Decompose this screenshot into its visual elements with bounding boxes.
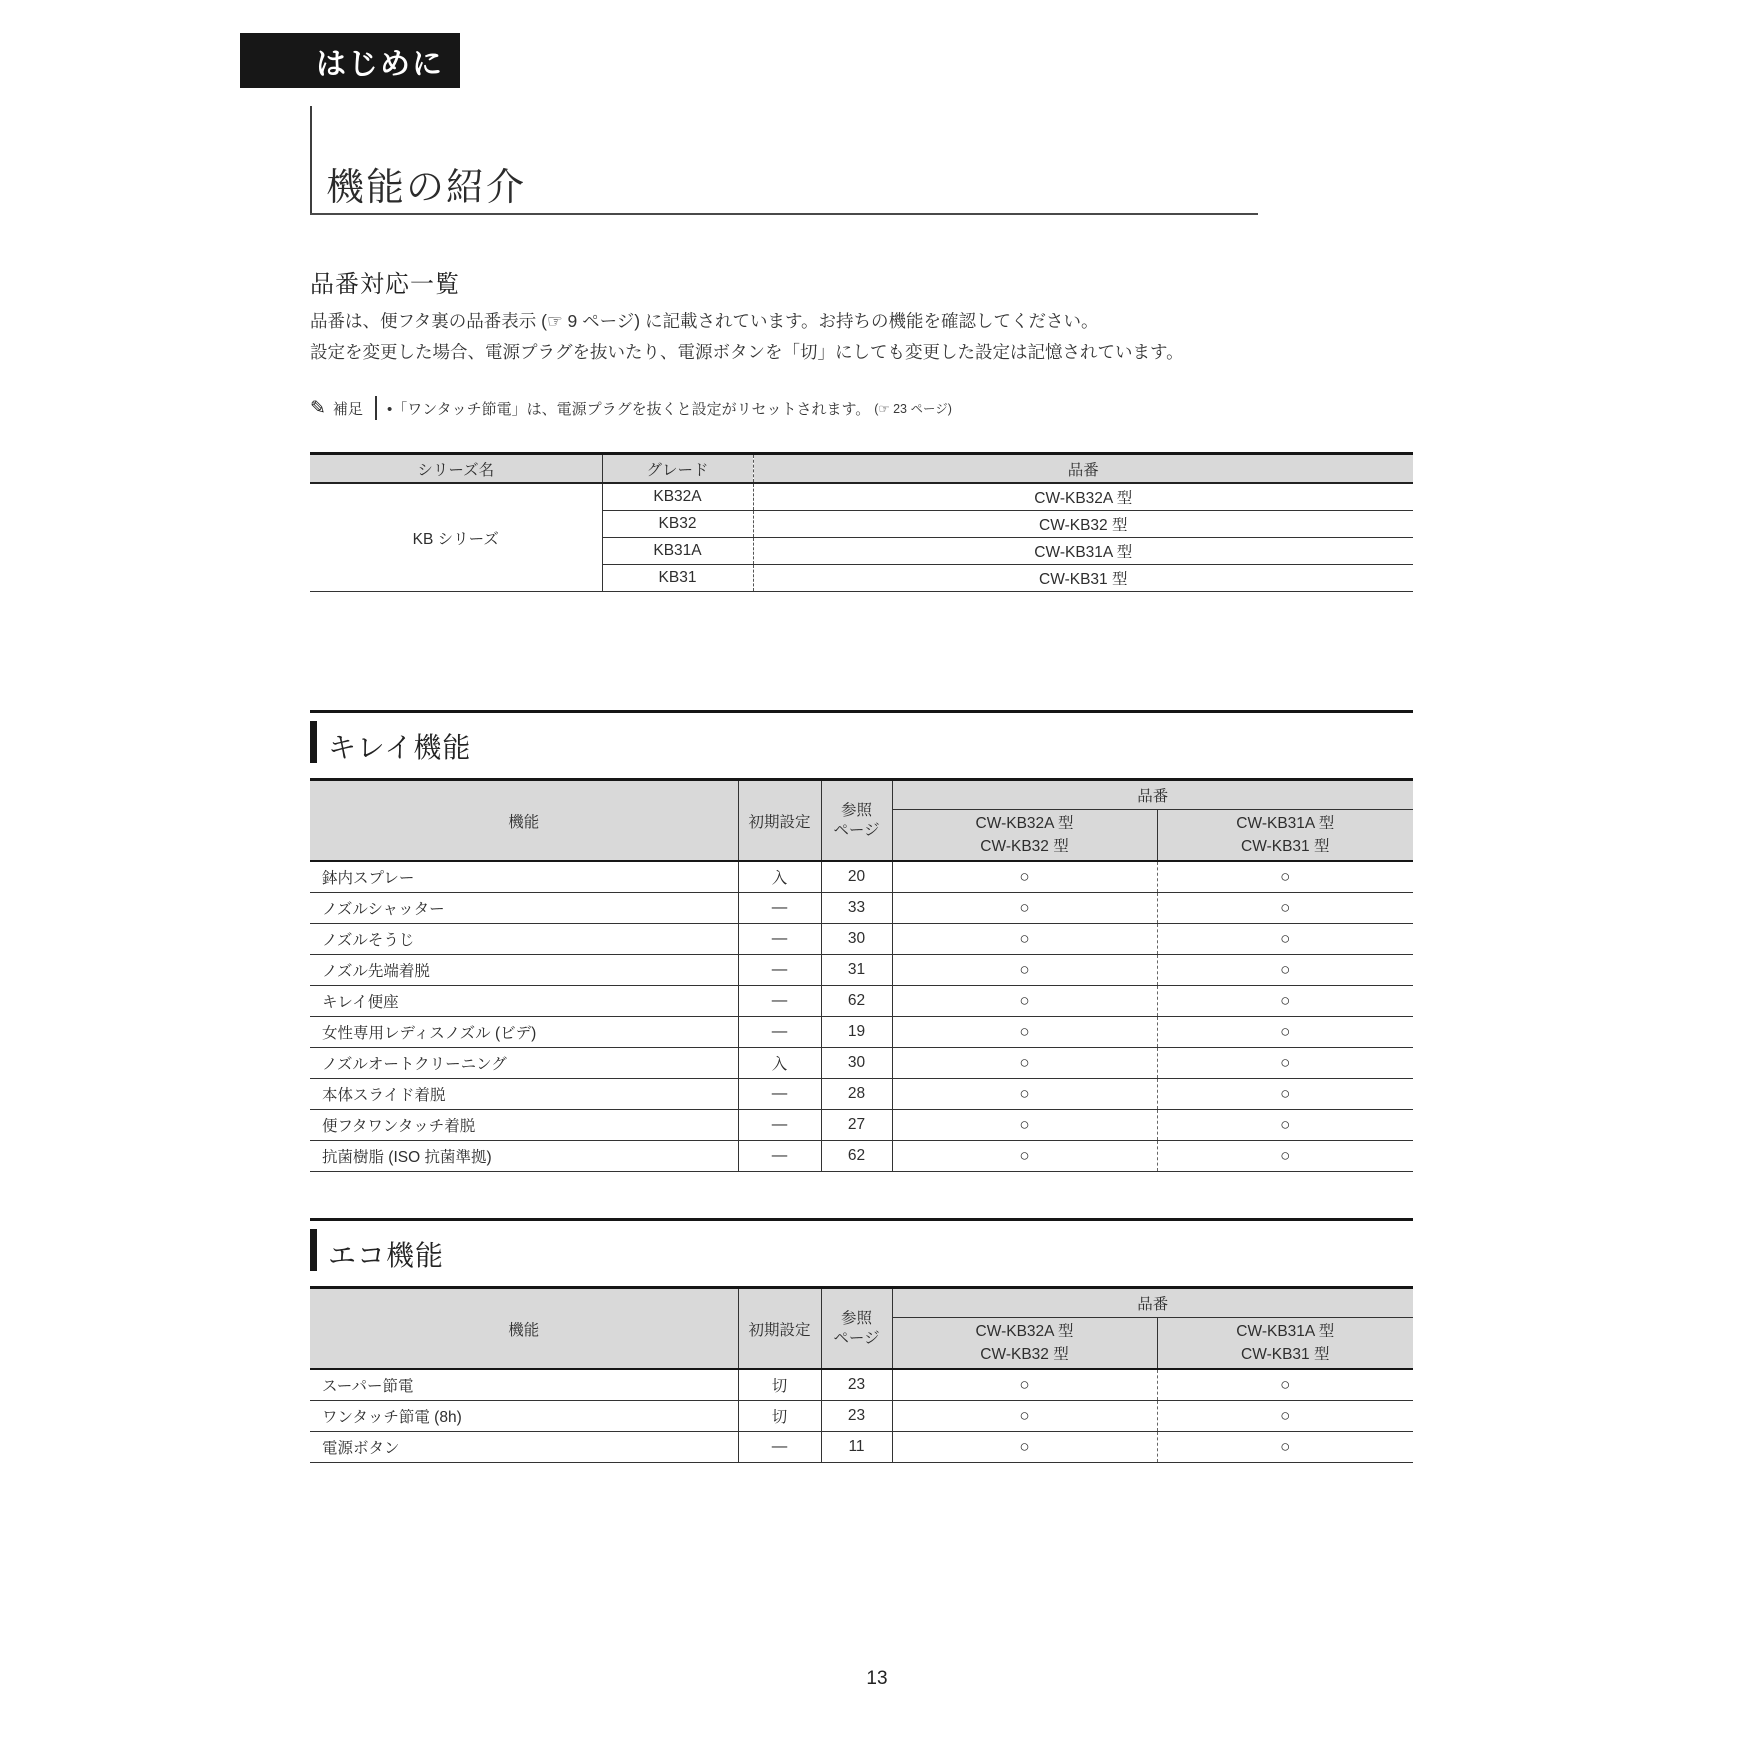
model-cell: CW-KB31A 型 — [753, 538, 1413, 565]
note-separator — [375, 396, 377, 420]
default-cell: — — [738, 1079, 821, 1110]
circle-mark: ○ — [1157, 1432, 1413, 1463]
circle-mark: ○ — [1157, 1110, 1413, 1141]
feature-cell: 女性専用レディスノズル (ビデ) — [310, 1017, 738, 1048]
page-title: 機能の紹介 — [326, 167, 527, 209]
default-cell: 入 — [738, 1048, 821, 1079]
page-cell: 27 — [821, 1110, 892, 1141]
default-cell: — — [738, 1432, 821, 1463]
circle-mark: ○ — [1157, 986, 1413, 1017]
body-paragraph — [310, 306, 1184, 368]
table-row — [310, 986, 1413, 1017]
body-line-1: 品番は、便フタ裏の品番表示 (☞ 9 ページ) に記載されています。お持ちの機能を確認してください。 — [310, 311, 1099, 331]
circle-mark: ○ — [892, 1432, 1157, 1463]
eco-section-bar — [310, 1229, 317, 1271]
table-row — [310, 1401, 1413, 1432]
table-row — [310, 1432, 1413, 1463]
note-text: •「ワンタッチ節電」は、電源プラグを抜くと設定がリセットされます。 — [386, 400, 871, 418]
circle-mark: ○ — [892, 1401, 1157, 1432]
feature-cell: ノズル先端着脱 — [310, 955, 738, 986]
circle-mark: ○ — [1157, 1141, 1413, 1172]
default-cell: 切 — [738, 1401, 821, 1432]
col-header-function: 機能 — [310, 780, 738, 862]
page-cell: 23 — [821, 1369, 892, 1401]
title-underline-rule — [310, 213, 1258, 215]
page-cell: 33 — [821, 893, 892, 924]
eco-feature-table — [310, 1286, 1413, 1463]
feature-cell: 鉢内スプレー — [310, 861, 738, 893]
page-cell: 28 — [821, 1079, 892, 1110]
note-label: 補足 — [332, 400, 363, 418]
pencil-icon: ✎ — [310, 397, 326, 419]
page-cell: 62 — [821, 986, 892, 1017]
circle-mark: ○ — [892, 986, 1157, 1017]
col-header-model-a: CW-KB32A 型 CW-KB32 型 — [892, 810, 1157, 862]
col-header-model-a: CW-KB32A 型 CW-KB32 型 — [892, 1318, 1157, 1370]
col-header-grade: グレード — [602, 454, 753, 484]
circle-mark: ○ — [892, 1141, 1157, 1172]
page-cell: 62 — [821, 1141, 892, 1172]
default-cell: — — [738, 1017, 821, 1048]
default-cell: — — [738, 924, 821, 955]
table-row — [310, 1017, 1413, 1048]
circle-mark: ○ — [892, 955, 1157, 986]
table-row — [310, 483, 1413, 511]
table-header-row — [310, 1288, 1413, 1318]
circle-mark: ○ — [892, 1079, 1157, 1110]
page-number: 13 — [866, 1668, 888, 1689]
page-cell: 30 — [821, 924, 892, 955]
table-row — [310, 893, 1413, 924]
page-cell: 31 — [821, 955, 892, 986]
circle-mark: ○ — [892, 924, 1157, 955]
col-header-page: 参照 ページ — [821, 1288, 892, 1370]
default-cell: — — [738, 1141, 821, 1172]
table-row — [310, 1369, 1413, 1401]
col-header-function: 機能 — [310, 1288, 738, 1370]
model-cell: CW-KB31 型 — [753, 565, 1413, 592]
kirei-section-bar — [310, 721, 317, 763]
grade-cell: KB32A — [602, 483, 753, 511]
feature-cell: ノズルオートクリーニング — [310, 1048, 738, 1079]
section-heading-model-list: 品番対応一覧 — [310, 271, 460, 298]
feature-cell: 本体スライド着脱 — [310, 1079, 738, 1110]
feature-cell: 電源ボタン — [310, 1432, 738, 1463]
chapter-tab — [240, 33, 460, 88]
body-line-2: 設定を変更した場合、電源プラグを抜いたり、電源ボタンを「切」にしても変更した設定は記憶されています。 — [310, 342, 1184, 362]
feature-cell: ノズルシャッター — [310, 893, 738, 924]
circle-mark: ○ — [1157, 861, 1413, 893]
feature-cell: キレイ便座 — [310, 986, 738, 1017]
col-header-hinban: 品番 — [892, 780, 1413, 810]
page-cell: 30 — [821, 1048, 892, 1079]
series-cell: KB シリーズ — [310, 483, 602, 592]
eco-section-rule — [310, 1218, 1413, 1221]
default-cell: — — [738, 1110, 821, 1141]
feature-cell: ノズルそうじ — [310, 924, 738, 955]
grade-cell: KB31A — [602, 538, 753, 565]
feature-cell: スーパー節電 — [310, 1369, 738, 1401]
col-header-default: 初期設定 — [738, 780, 821, 862]
grade-cell: KB31 — [602, 565, 753, 592]
circle-mark: ○ — [1157, 1017, 1413, 1048]
col-header-hinban: 品番 — [892, 1288, 1413, 1318]
circle-mark: ○ — [1157, 924, 1413, 955]
kirei-feature-table — [310, 778, 1413, 1172]
col-header-model: 品番 — [753, 454, 1413, 484]
title-vertical-rule — [310, 106, 312, 214]
default-cell: — — [738, 986, 821, 1017]
circle-mark: ○ — [1157, 955, 1413, 986]
table-row — [310, 955, 1413, 986]
circle-mark: ○ — [1157, 1369, 1413, 1401]
col-header-default: 初期設定 — [738, 1288, 821, 1370]
table-row — [310, 1110, 1413, 1141]
col-header-page: 参照 ページ — [821, 780, 892, 862]
note-page-ref: (☞ 23 ページ) — [874, 402, 952, 416]
table-header-row — [310, 454, 1413, 484]
page-cell: 11 — [821, 1432, 892, 1463]
table-row — [310, 861, 1413, 893]
supplement-note — [310, 396, 952, 420]
circle-mark: ○ — [892, 1017, 1157, 1048]
circle-mark: ○ — [892, 861, 1157, 893]
kirei-section-rule — [310, 710, 1413, 713]
circle-mark: ○ — [892, 893, 1157, 924]
circle-mark: ○ — [1157, 1401, 1413, 1432]
default-cell: — — [738, 955, 821, 986]
series-model-table — [310, 452, 1413, 592]
circle-mark: ○ — [1157, 893, 1413, 924]
page-cell: 19 — [821, 1017, 892, 1048]
eco-section-heading: エコ機能 — [328, 1240, 445, 1271]
circle-mark: ○ — [1157, 1048, 1413, 1079]
circle-mark: ○ — [892, 1110, 1157, 1141]
grade-cell: KB32 — [602, 511, 753, 538]
col-header-model-b: CW-KB31A 型 CW-KB31 型 — [1157, 810, 1413, 862]
table-row — [310, 1048, 1413, 1079]
col-header-model-b: CW-KB31A 型 CW-KB31 型 — [1157, 1318, 1413, 1370]
circle-mark: ○ — [892, 1048, 1157, 1079]
feature-cell: ワンタッチ節電 (8h) — [310, 1401, 738, 1432]
default-cell: 入 — [738, 861, 821, 893]
page-cell: 23 — [821, 1401, 892, 1432]
circle-mark: ○ — [892, 1369, 1157, 1401]
chapter-tab-label: はじめに — [316, 47, 444, 81]
page-cell: 20 — [821, 861, 892, 893]
feature-cell: 抗菌樹脂 (ISO 抗菌準拠) — [310, 1141, 738, 1172]
kirei-section-heading: キレイ機能 — [328, 732, 472, 763]
table-row — [310, 924, 1413, 955]
model-cell: CW-KB32 型 — [753, 511, 1413, 538]
default-cell: — — [738, 893, 821, 924]
table-row — [310, 1079, 1413, 1110]
table-header-row — [310, 780, 1413, 810]
circle-mark: ○ — [1157, 1079, 1413, 1110]
col-header-series: シリーズ名 — [310, 454, 602, 484]
feature-cell: 便フタワンタッチ着脱 — [310, 1110, 738, 1141]
table-row — [310, 1141, 1413, 1172]
default-cell: 切 — [738, 1369, 821, 1401]
model-cell: CW-KB32A 型 — [753, 483, 1413, 511]
